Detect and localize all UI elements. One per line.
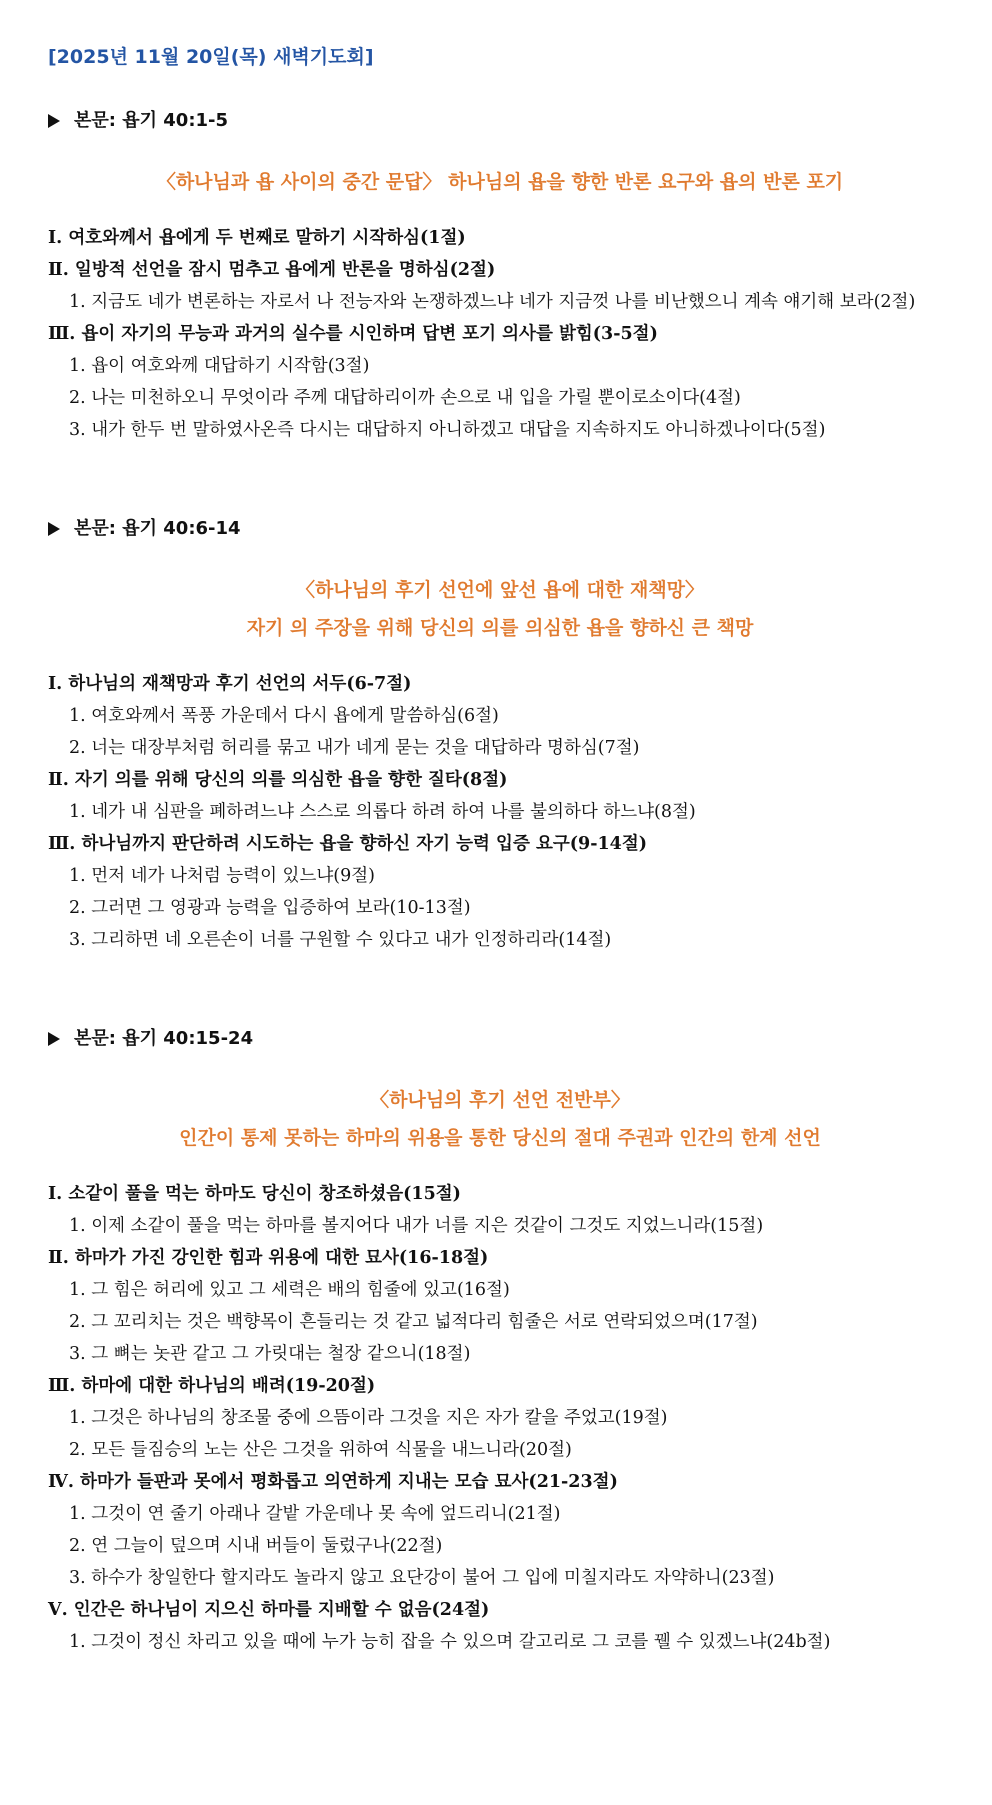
outline (48, 222, 952, 446)
passage-text: 본문: 욥기 40:15-24 (74, 1028, 254, 1049)
sections-container (48, 104, 952, 1658)
outline-heading: Ⅰ. 여호와께서 욥에게 두 번째로 말하기 시작하심(1절) (48, 228, 466, 248)
outline-item: 2. 너는 대장부처럼 허리를 묶고 내가 네게 묻는 것을 대답하라 명하심(7절) (69, 738, 640, 758)
outline-heading: Ⅰ. 하나님의 재책망과 후기 선언의 서두(6-7절) (48, 674, 412, 694)
section-title: 〈하나님과 욥 사이의 중간 문답〉 하나님의 욥을 향한 반론 요구와 욥의 반론 포기 (156, 171, 844, 193)
section-spacer (48, 956, 952, 1022)
outline-item: 1. 지금도 네가 변론하는 자로서 나 전능자와 논쟁하겠느냐 네가 지금껏 나를 비난했으니 계속 얘기해 보라(2절) (69, 292, 916, 312)
outline-heading: Ⅰ. 소같이 풀을 먹는 하마도 당신이 창조하셨음(15절) (48, 1184, 461, 1204)
passage-reference (48, 512, 952, 546)
sermon-section (48, 104, 952, 446)
section-title: 〈하나님의 후기 선언 전반부〉 (370, 1089, 630, 1111)
outline-item: 1. 그 힘은 허리에 있고 그 세력은 배의 힘줄에 있고(16절) (69, 1280, 510, 1300)
outline-item: 3. 그리하면 네 오른손이 너를 구원할 수 있다고 내가 인정하리라(14절) (69, 930, 612, 950)
triangle-bullet-icon (48, 522, 60, 536)
outline-heading: Ⅲ. 욥이 자기의 무능과 과거의 실수를 시인하며 답변 포기 의사를 밝힘(3-5절) (48, 324, 658, 344)
passage-text: 본문: 욥기 40:6-14 (74, 518, 241, 539)
outline-heading: Ⅳ. 하마가 들판과 못에서 평화롭고 의연하게 지내는 모습 묘사(21-23절) (48, 1472, 618, 1492)
outline (48, 668, 952, 956)
sermon-section (48, 1022, 952, 1658)
triangle-bullet-icon (48, 1032, 60, 1046)
outline-item: 1. 이제 소같이 풀을 먹는 하마를 볼지어다 내가 너를 지은 것같이 그것도 지었느니라(15절) (69, 1216, 764, 1236)
outline-item: 2. 그러면 그 영광과 능력을 입증하여 보라(10-13절) (69, 898, 471, 918)
sermon-section (48, 512, 952, 956)
outline-item: 3. 하수가 창일한다 할지라도 놀라지 않고 요단강이 불어 그 입에 미칠지라도 자약하니(23절) (69, 1568, 775, 1588)
section-title: 인간이 통제 못하는 하마의 위용을 통한 당신의 절대 주권과 인간의 한계 선언 (179, 1127, 821, 1149)
section-spacer (48, 446, 952, 512)
outline-item: 1. 욥이 여호와께 대답하기 시작함(3절) (69, 356, 370, 376)
outline-item: 2. 나는 미천하오니 무엇이라 주께 대답하리이까 손으로 내 입을 가릴 뿐이로소이다(4절) (69, 388, 741, 408)
outline-item: 1. 그것이 연 줄기 아래나 갈밭 가운데나 못 속에 엎드리니(21절) (69, 1504, 561, 1524)
outline-heading: Ⅱ. 자기 의를 위해 당신의 의를 의심한 욥을 향한 질타(8절) (48, 770, 508, 790)
outline-item: 1. 그것은 하나님의 창조물 중에 으뜸이라 그것을 지은 자가 칼을 주었고(19절) (69, 1408, 668, 1428)
outline-item: 1. 네가 내 심판을 폐하려느냐 스스로 의롭다 하려 하여 나를 불의하다 하느냐(8절) (69, 802, 696, 822)
outline (48, 1178, 952, 1658)
passage-reference (48, 104, 952, 138)
outline-item: 3. 그 뼈는 놋관 같고 그 가릿대는 철장 같으니(18절) (69, 1344, 471, 1364)
outline-heading: Ⅲ. 하나님까지 판단하려 시도하는 욥을 향하신 자기 능력 입증 요구(9-14절) (48, 834, 648, 854)
outline-heading: Ⅲ. 하마에 대한 하나님의 배려(19-20절) (48, 1376, 376, 1396)
section-title-block (48, 574, 952, 644)
outline-item: 1. 여호와께서 폭풍 가운데서 다시 욥에게 말씀하심(6절) (69, 706, 499, 726)
outline-item: 2. 연 그늘이 덮으며 시내 버들이 둘렀구나(22절) (69, 1536, 443, 1556)
outline-item: 2. 그 꼬리치는 것은 백향목이 흔들리는 것 같고 넓적다리 힘줄은 서로 연락되었으며(17절) (69, 1312, 758, 1332)
section-title: 자기 의 주장을 위해 당신의 의를 의심한 욥을 향하신 큰 책망 (246, 617, 754, 639)
outline-heading: Ⅴ. 인간은 하나님이 지으신 하마를 지배할 수 없음(24절) (48, 1600, 490, 1620)
outline-item: 3. 내가 한두 번 말하였사온즉 다시는 대답하지 아니하겠고 대답을 지속하지도 아니하겠나이다(5절) (69, 420, 826, 440)
passage-reference (48, 1022, 952, 1056)
section-title-block (48, 166, 952, 198)
outline-item: 1. 그것이 정신 차리고 있을 때에 누가 능히 잡을 수 있으며 갈고리로 그 코를 꿸 수 있겠느냐(24b절) (69, 1632, 831, 1652)
triangle-bullet-icon (48, 114, 60, 128)
outline-item: 1. 먼저 네가 나처럼 능력이 있느냐(9절) (69, 866, 375, 886)
outline-heading: Ⅱ. 하마가 가진 강인한 힘과 위용에 대한 묘사(16-18절) (48, 1248, 489, 1268)
section-title-block (48, 1084, 952, 1154)
outline-heading: Ⅱ. 일방적 선언을 잠시 멈추고 욥에게 반론을 명하심(2절) (48, 260, 496, 280)
section-title: 〈하나님의 후기 선언에 앞선 욥에 대한 재책망〉 (295, 579, 705, 601)
outline-item: 2. 모든 들짐승의 노는 산은 그것을 위하여 식물을 내느니라(20절) (69, 1440, 572, 1460)
passage-text: 본문: 욥기 40:1-5 (74, 110, 229, 131)
service-date-header: [2025년 11월 20일(목) 새벽기도회] (48, 46, 374, 68)
